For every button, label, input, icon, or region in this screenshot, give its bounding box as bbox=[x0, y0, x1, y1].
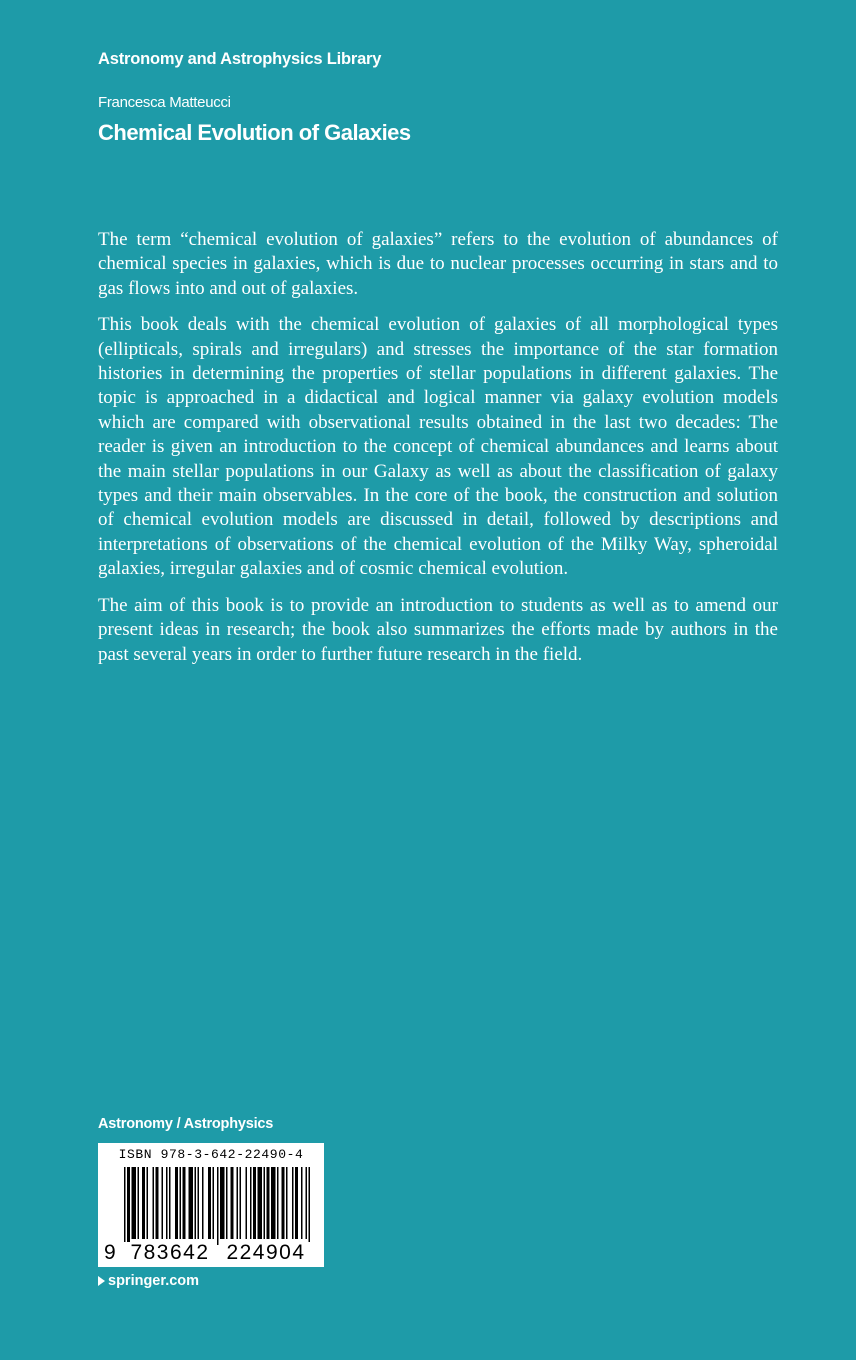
barcode-bar bbox=[301, 1167, 303, 1239]
ean-left-digits: 783642 bbox=[124, 1242, 216, 1264]
arrow-right-icon bbox=[98, 1276, 105, 1286]
barcode-bar bbox=[153, 1167, 155, 1239]
barcode-bar bbox=[213, 1167, 215, 1239]
barcode-bar bbox=[220, 1167, 225, 1239]
barcode-bar bbox=[124, 1167, 126, 1245]
series-name: Astronomy and Astrophysics Library bbox=[98, 50, 382, 68]
description-paragraph-1: The term “chemical evolution of galaxies” refers to the evolution of abundances of chemical species in galaxies, which is due to nuclear processes occurring in stars and to gas flows into and out of galaxies. bbox=[98, 229, 778, 299]
barcode-bar bbox=[258, 1167, 263, 1239]
barcode-bar bbox=[189, 1167, 194, 1239]
barcode-bar bbox=[127, 1167, 130, 1245]
barcode-bar bbox=[264, 1167, 266, 1239]
barcode-bar bbox=[295, 1167, 298, 1239]
barcode-bar bbox=[156, 1167, 159, 1239]
barcode-bar bbox=[253, 1167, 256, 1239]
barcode-bar bbox=[226, 1167, 228, 1239]
barcode-bar bbox=[142, 1167, 145, 1239]
barcode-bar bbox=[183, 1167, 186, 1239]
barcode-bar bbox=[267, 1167, 270, 1239]
barcode-bar bbox=[306, 1167, 308, 1239]
barcode-bar bbox=[138, 1167, 140, 1239]
barcode-bar bbox=[195, 1167, 197, 1239]
website-label: springer.com bbox=[108, 1273, 200, 1289]
barcode-bar bbox=[282, 1167, 285, 1239]
barcode-bar bbox=[217, 1167, 219, 1245]
barcode-bar bbox=[277, 1167, 279, 1239]
barcode-bar bbox=[237, 1167, 239, 1239]
book-title: Chemical Evolution of Galaxies bbox=[98, 120, 411, 145]
barcode-bar bbox=[208, 1167, 211, 1239]
barcode-bar bbox=[147, 1167, 149, 1239]
barcode-bar bbox=[271, 1167, 276, 1239]
barcode-bar bbox=[166, 1167, 168, 1239]
description-paragraph-2: This book deals with the chemical evolution of galaxies of all morphological types (ellipticals, spirals and irregulars) and stresses the importance of the star formation histories in determining the properties of stellar populations in different galaxies. The topic is approached in a didactical and logical manner via galaxy evolution models which are compared with observational results obtained in the last two decades: The reader is given an introduction to the concept of chemical abundances and learns about the main stellar populations in our Galaxy as well as about the classification of galaxy types and their main observables. In the core of the book, the construction and solution of chemical evolution models are discussed in detail, followed by descriptions and interpretations of observations of the chemical evolution of the Milky Way, spheroidal galaxies, irregular galaxies and of cosmic chemical evolution. bbox=[98, 314, 778, 580]
barcode-bar bbox=[250, 1167, 252, 1239]
barcode-bar bbox=[292, 1167, 294, 1239]
book-description bbox=[98, 228, 778, 679]
barcode-bar bbox=[169, 1167, 171, 1239]
barcode-bar bbox=[132, 1167, 137, 1239]
publisher-website[interactable] bbox=[98, 1273, 199, 1289]
ean-right-digits: 224904 bbox=[220, 1242, 312, 1264]
barcode-bar bbox=[231, 1167, 234, 1239]
ean-lead-digit: 9 bbox=[104, 1241, 116, 1264]
barcode-bar bbox=[246, 1167, 248, 1239]
barcode-bar bbox=[286, 1167, 288, 1239]
barcode-bar bbox=[240, 1167, 242, 1239]
isbn-barcode bbox=[98, 1143, 324, 1267]
author-name: Francesca Matteucci bbox=[98, 94, 231, 111]
isbn-label: ISBN 978-3-642-22490-4 bbox=[118, 1147, 304, 1162]
barcode-bar bbox=[309, 1167, 311, 1245]
subject-category: Astronomy / Astrophysics bbox=[98, 1116, 274, 1132]
barcode-bar bbox=[202, 1167, 204, 1239]
barcode-bar bbox=[180, 1167, 182, 1239]
barcode-bar bbox=[198, 1167, 200, 1239]
description-paragraph-3: The aim of this book is to provide an introduction to students as well as to amend our present ideas in research; the book also summarizes the efforts made by authors in the past several years in order to further future research in the field. bbox=[98, 594, 778, 665]
barcode-bar bbox=[162, 1167, 164, 1239]
barcode-bar bbox=[175, 1167, 178, 1239]
